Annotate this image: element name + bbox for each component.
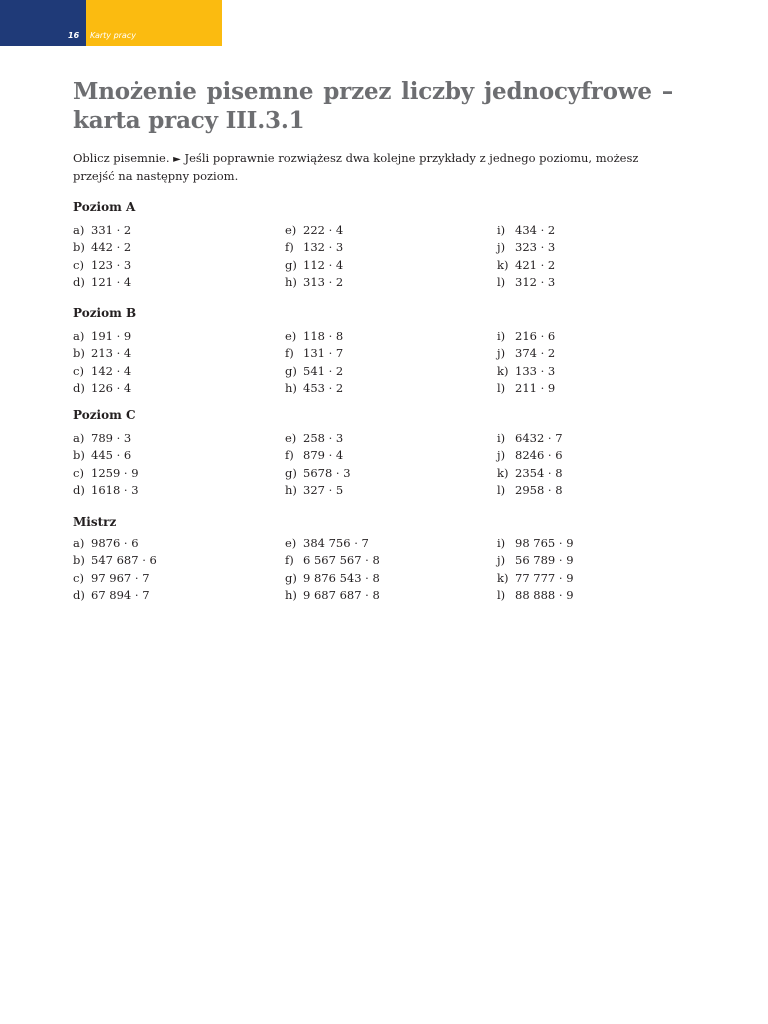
exercise-expression: 434 · 2 [515,223,556,237]
level-title: Mistrz [73,515,117,529]
exercise-expression: 9876 · 6 [91,536,139,550]
exercise-label: i) [497,223,506,237]
exercise-label: j) [497,448,506,463]
exercise-item [73,380,131,397]
exercise-expression: 67 894 · 7 [91,588,150,603]
exercise-label: j) [497,553,506,568]
exercise-expression: 88 888 · 9 [515,588,574,603]
exercise-item [497,430,563,447]
exercise-label: h) [285,275,297,290]
exercise-label: a) [73,329,85,343]
exercise-item [497,380,555,397]
exercise-item [73,239,131,256]
exercise-column [285,328,343,398]
exercise-column [497,328,555,398]
exercise-label: f) [285,346,294,361]
exercise-item [285,328,343,345]
exercise-label: g) [285,465,297,480]
exercise-label: f) [285,553,294,568]
exercise-expression: 421 · 2 [515,257,556,272]
exercise-column [73,222,131,292]
exercise-item [497,222,555,239]
exercise-label: h) [285,588,297,603]
level-title: Poziom C [73,408,136,422]
exercise-item [285,363,343,380]
exercise-column [497,430,563,500]
exercise-expression: 118 · 8 [303,329,344,343]
exercise-expression: 222 · 4 [303,223,344,237]
exercise-expression: 541 · 2 [303,363,344,378]
exercise-label: l) [497,381,506,396]
exercise-label: h) [285,381,297,396]
exercise-item [285,587,380,604]
exercise-item [497,587,574,604]
exercise-label: k) [497,465,509,480]
exercise-expression: 879 · 4 [303,448,344,463]
exercise-item [497,535,574,552]
instruction-text: Oblicz pisemnie. [73,151,170,165]
exercise-expression: 97 967 · 7 [91,570,150,585]
exercise-expression: 131 · 7 [303,346,344,361]
exercise-column [285,535,380,605]
exercise-expression: 142 · 4 [91,363,132,378]
exercise-label: e) [285,329,297,343]
exercise-expression: 1618 · 3 [91,483,139,498]
exercise-expression: 258 · 3 [303,431,344,445]
exercise-expression: 56 789 · 9 [515,553,574,568]
exercise-label: d) [73,275,85,290]
exercise-expression: 191 · 9 [91,329,132,343]
exercise-item [497,363,555,380]
exercise-expression: 374 · 2 [515,346,556,361]
exercise-item [285,239,343,256]
exercise-item [285,274,343,291]
section-label: Karty pracy [90,31,136,40]
exercise-item [73,430,139,447]
exercise-expression: 312 · 3 [515,275,556,290]
exercise-label: k) [497,570,509,585]
exercise-label: h) [285,483,297,498]
exercise-expression: 112 · 4 [303,257,344,272]
exercise-label: b) [73,448,85,463]
exercise-expression: 453 · 2 [303,381,344,396]
exercise-label: i) [497,431,506,445]
level-title: Poziom A [73,200,136,214]
exercise-item [285,535,380,552]
exercise-item [285,257,343,274]
exercise-label: j) [497,346,506,361]
exercise-item [73,587,157,604]
exercise-expression: 121 · 4 [91,275,132,290]
exercise-expression: 2354 · 8 [515,465,563,480]
exercise-label: k) [497,257,509,272]
exercise-label: g) [285,257,297,272]
exercise-label: l) [497,483,506,498]
exercise-expression: 126 · 4 [91,381,132,396]
exercise-column [73,535,157,605]
exercise-label: c) [73,257,84,272]
exercise-label: j) [497,240,506,255]
exercise-column [73,430,139,500]
exercise-expression: 132 · 3 [303,240,344,255]
exercise-expression: 98 765 · 9 [515,536,574,550]
exercise-item [497,447,563,464]
exercise-expression: 213 · 4 [91,346,132,361]
exercise-label: i) [497,536,506,550]
exercise-label: k) [497,363,509,378]
level-title: Poziom B [73,306,137,320]
exercise-item [73,328,131,345]
exercise-label: l) [497,275,506,290]
exercise-item [285,345,343,362]
exercise-expression: 323 · 3 [515,240,556,255]
exercise-label: e) [285,536,297,550]
exercise-label: a) [73,223,85,237]
exercise-label: b) [73,553,85,568]
exercise-expression: 789 · 3 [91,431,132,445]
exercise-column [73,328,131,398]
instructions [73,150,673,184]
exercise-label: c) [73,465,84,480]
exercise-item [497,257,555,274]
exercise-expression: 547 687 · 6 [91,553,157,568]
exercise-item [285,552,380,569]
page-title: Mnożenie pisemne przez liczby jednocyfrowe – karta pracy III.3.1 [73,78,673,134]
exercise-expression: 77 777 · 9 [515,570,574,585]
exercise-expression: 2958 · 8 [515,483,563,498]
exercise-item [497,274,555,291]
exercise-label: a) [73,431,85,445]
exercise-item [285,430,351,447]
exercise-label: i) [497,329,506,343]
exercise-item [73,274,131,291]
exercise-item [497,552,574,569]
exercise-item [73,222,131,239]
exercise-item [285,380,343,397]
exercise-column [285,430,351,500]
arrow-icon: ► [173,154,181,165]
exercise-item [497,345,555,362]
page-number: 16 [68,31,80,40]
exercise-label: g) [285,363,297,378]
exercise-expression: 216 · 6 [515,329,556,343]
exercise-item [285,222,343,239]
exercise-item [497,328,555,345]
exercise-label: f) [285,448,294,463]
exercise-expression: 6432 · 7 [515,431,563,445]
exercise-expression: 123 · 3 [91,257,132,272]
exercise-column [285,222,343,292]
exercise-expression: 445 · 6 [91,448,132,463]
exercise-expression: 442 · 2 [91,240,132,255]
exercise-expression: 133 · 3 [515,363,556,378]
exercise-item [285,447,351,464]
exercise-item [497,465,563,482]
exercise-item [285,570,380,587]
exercise-label: d) [73,483,85,498]
exercise-label: b) [73,240,85,255]
exercise-expression: 211 · 9 [515,381,556,396]
exercise-item [73,482,139,499]
exercise-item [73,465,139,482]
exercise-item [73,447,139,464]
exercise-item [73,363,131,380]
exercise-label: e) [285,431,297,445]
exercise-label: e) [285,223,297,237]
exercise-expression: 331 · 2 [91,223,132,237]
exercise-label: a) [73,536,85,550]
exercise-label: g) [285,570,297,585]
exercise-label: f) [285,240,294,255]
exercise-label: c) [73,363,84,378]
exercise-expression: 384 756 · 7 [303,536,369,550]
exercise-expression: 8246 · 6 [515,448,563,463]
exercise-item [73,570,157,587]
exercise-expression: 313 · 2 [303,275,344,290]
instruction-text-rule: Jeśli poprawnie rozwiążesz dwa kolejne przykłady z jednego poziomu, możesz przejść na następny poziom. [73,151,639,183]
exercise-expression: 9 876 543 · 8 [303,570,380,585]
exercise-item [285,482,351,499]
exercise-column [497,222,555,292]
exercise-item [497,239,555,256]
exercise-expression: 6 567 567 · 8 [303,553,380,568]
exercise-item [497,482,563,499]
exercise-label: b) [73,346,85,361]
exercise-label: d) [73,588,85,603]
exercise-item [73,257,131,274]
exercise-item [73,535,157,552]
exercise-label: c) [73,570,84,585]
exercise-item [285,465,351,482]
exercise-item [73,345,131,362]
exercise-column [497,535,574,605]
exercise-item [73,552,157,569]
exercise-expression: 327 · 5 [303,483,344,498]
exercise-expression: 1259 · 9 [91,465,139,480]
exercise-expression: 5678 · 3 [303,465,351,480]
exercise-expression: 9 687 687 · 8 [303,588,380,603]
exercise-item [497,570,574,587]
exercise-label: d) [73,381,85,396]
exercise-label: l) [497,588,506,603]
